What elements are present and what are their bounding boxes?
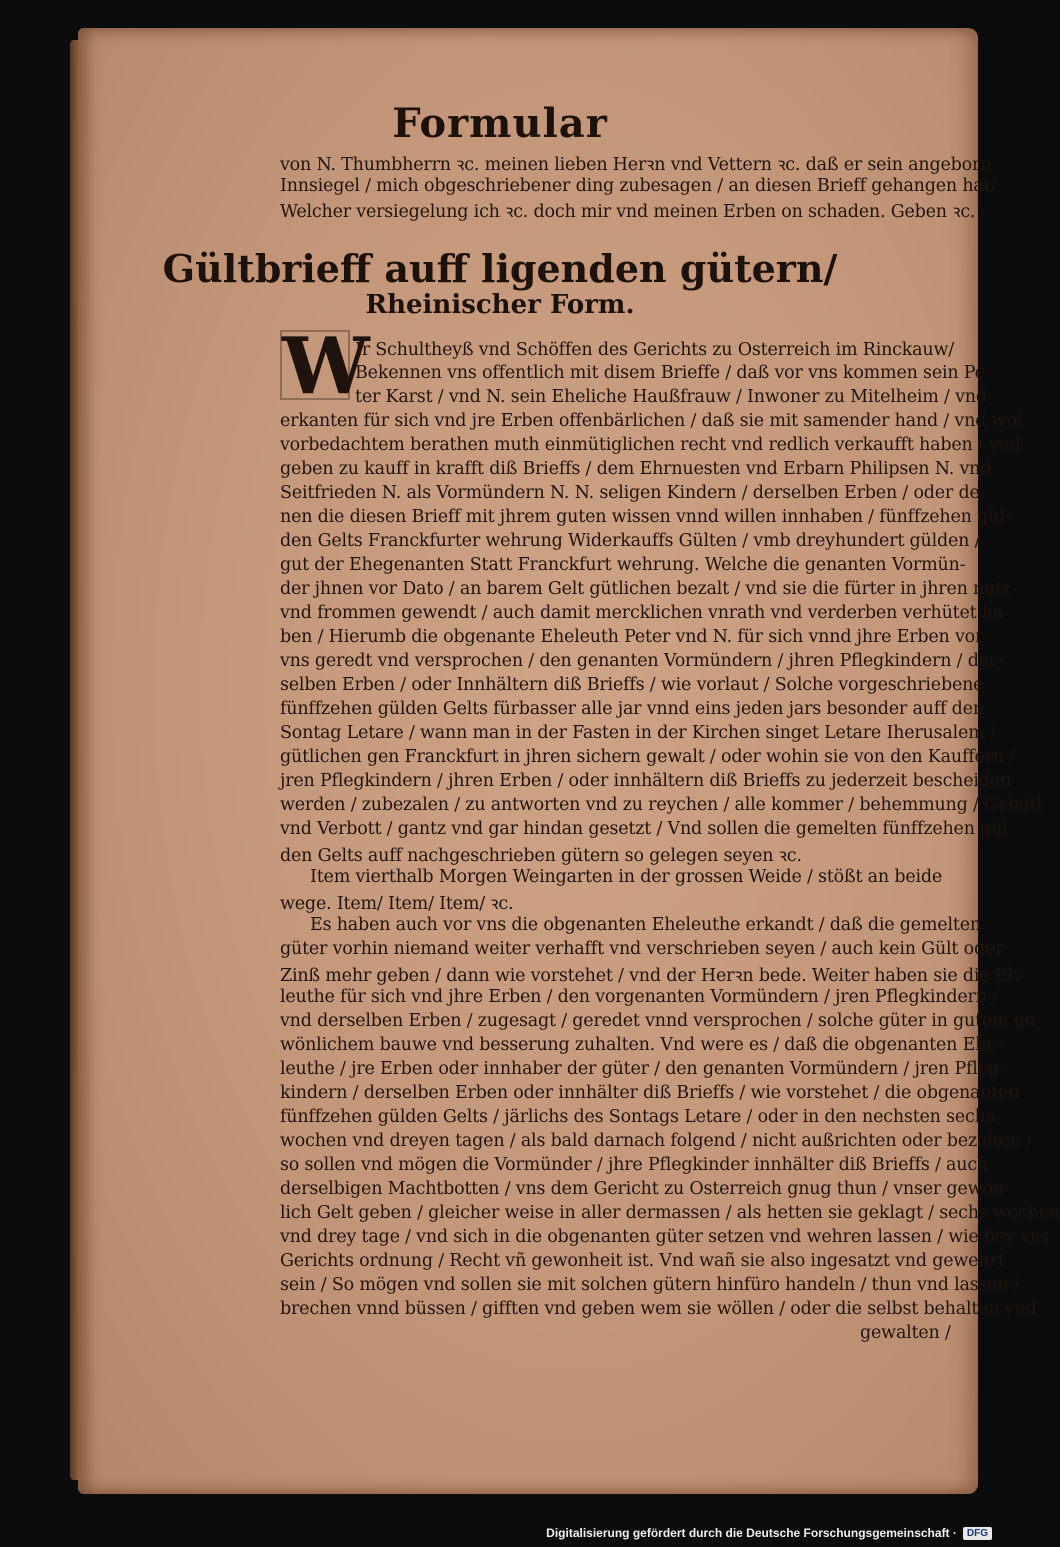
text-line: geben zu kauff in krafft diß Brieffs / dem Ehrnuesten vnd Erbarn Philipsen N. vnd [280,459,992,479]
text-line: vns geredt vnd versprochen / den genanten Vormündern / jhren Pflegkindern / der- [280,651,1003,671]
text-line: Seitfrieden N. als Vormündern N. N. seligen Kindern / derselben Erben / oder de- [280,483,986,503]
text-line: ben / Hierumb die obgenante Eheleuth Peter vnd N. für sich vnnd jhre Erben vor [280,627,984,647]
text-line: Ir Schultheyß vnd Schöffen des Gerichts zu Osterreich im Rinckauw/ [355,340,954,360]
heading-gueltbrieff: Gültbrieff auff ligenden gütern/ [162,246,838,291]
text-line: so sollen vnd mögen die Vormünder / jhre Pflegkinder innhälter diß Brieffs / auch [280,1155,989,1175]
text-line: kindern / derselben Erben oder innhälter diß Brieffs / wie vorstehet / die obgenanten [280,1083,1020,1103]
text-line: brechen vnnd büssen / gifften vnd geben wem sie wöllen / oder die selbst behalten vnd [280,1299,1037,1319]
text-line: gut der Ehegenanten Statt Franckfurt wehrung. Welche die genanten Vormün- [280,555,966,575]
text-line: leuthe / jre Erben oder innhaber der güter / den genanten Vormündern / jren Pfleg- [280,1059,1005,1079]
text-line: Es haben auch vor vns die obgenanten Eheleuthe erkandt / daß die gemelten [310,915,981,935]
text-line: selben Erben / oder Innhältern diß Brieffs / wie vorlaut / Solche vorgeschriebene [280,675,984,695]
text-line: erkanten für sich vnd jre Erben offenbärlichen / daß sie mit samender hand / vnd wol- [280,411,1028,431]
text-line: werden / zubezalen / zu antworten vnd zu reychen / alle kommer / behemmung / Gebott [280,795,1043,815]
text-line: lich Gelt geben / gleicher weise in aller dermassen / als hetten sie geklagt / sechs wochen [280,1203,1060,1223]
dfg-logo: DFG [963,1527,992,1540]
text-line: wönlichem bauwe vnd besserung zuhalten. Vnd were es / daß die obgenanten Ehe- [280,1035,1003,1055]
text-line: den Gelts auff nachgeschrieben gütern so gelegen seyen ꝛc. [280,846,802,866]
text-line: den Gelts Franckfurter wehrung Widerkauffs Gülten / vmb dreyhundert gülden / [280,531,981,551]
text-line: Sontag Letare / wann man in der Fasten in der Kirchen singet Letare Iherusalem / [280,723,996,743]
text-line: Gerichts ordnung / Recht vñ gewonheit ist. Vnd wañ sie also ingesatzt vnd gewehrt [280,1251,1005,1271]
heading-formular: Formular [392,100,608,147]
text-line: fünffzehen gülden Gelts / järlichs des Sontags Letare / oder in den nechsten sechs [280,1107,995,1127]
text-line: vnd derselben Erben / zugesagt / geredet vnnd versprochen / solche güter in gutem ge- [280,1011,1041,1031]
text-line: von N. Thumbherrn ꝛc. meinen lieben Herꝛn vnd Vettern ꝛc. daß er sein angeborn [280,155,992,175]
text-line: vorbedachtem berathen muth einmütiglichen recht vnd redlich verkaufft haben / vnd [280,435,1021,455]
text-line: sein / So mögen vnd sollen sie mit solchen gütern hinfüro handeln / thun vnd lassen / [280,1275,1020,1295]
text-line: vnd frommen gewendt / auch damit mercklichen vnrath vnd verderben verhütet ha- [280,603,1009,623]
text-line: der jhnen vor Dato / an barem Gelt gütlichen bezalt / vnd sie die fürter in jhren nutz [280,579,1012,599]
text-line: jren Pflegkindern / jhren Erben / oder innhältern diß Brieffs zu jederzeit bescheiden [280,771,1012,791]
text-line: güter vorhin niemand weiter verhafft vnd verschrieben seyen / auch kein Gült oder [280,939,1004,959]
text-line: Item vierthalb Morgen Weingarten in der grossen Weide / stößt an beide [310,867,943,887]
text-line: Innsiegel / mich obgeschriebener ding zubesagen / an diesen Brieff gehangen hat/ [280,176,997,196]
text-line: gewalten / [860,1323,951,1343]
text-line: wege. Item/ Item/ Item/ ꝛc. [280,894,514,914]
heading-rheinischer-form: Rheinischer Form. [365,290,635,320]
text-line: wochen vnd dreyen tagen / als bald darnach folgend / nicht außrichten oder bezalten / [280,1131,1032,1151]
text-line: vnd Verbott / gantz vnd gar hindan gesetzt / Vnd sollen die gemelten fünffzehen gül- [280,819,1014,839]
text-line: ter Karst / vnd N. sein Eheliche Haußfrauw / Inwoner zu Mitelheim / vnd [355,387,987,407]
text-line: gütlichen gen Franckfurt in jhren sichern gewalt / oder wohin sie von den Kauffern / [280,747,1015,767]
text-line: fünffzehen gülden Gelts fürbasser alle jar vnnd eins jeden jars besonder auff den [280,699,984,719]
drop-capital: W [282,321,370,412]
text-line: Bekennen vns offentlich mit disem Brieffe / daß vor vns kommen sein Pe- [355,363,991,383]
text-line: Welcher versiegelung ich ꝛc. doch mir vnd meinen Erben on schaden. Geben ꝛc. [280,202,976,222]
digitization-credit [546,1526,992,1540]
text-line: nen die diesen Brieff mit jhrem guten wissen vnnd willen innhaben / fünffzehen gül- [280,507,1011,527]
text-line: vnd drey tage / vnd sich in die obgenanten güter setzen vnd wehren lassen / wie bey vns [280,1227,1050,1247]
text-line: derselbigen Machtbotten / vns dem Gericht zu Osterreich gnug thun / vnser gewön- [280,1179,1010,1199]
text-line: Zinß mehr geben / dann wie vorstehet / vnd der Herꝛn bede. Weiter haben sie die Eh- [280,966,1025,986]
text-line: leuthe für sich vnd jhre Erben / den vorgenanten Vormündern / jren Pflegkindern / [280,987,998,1007]
credit-text: Digitalisierung gefördert durch die Deutsche Forschungsgemeinschaft · [546,1526,957,1540]
